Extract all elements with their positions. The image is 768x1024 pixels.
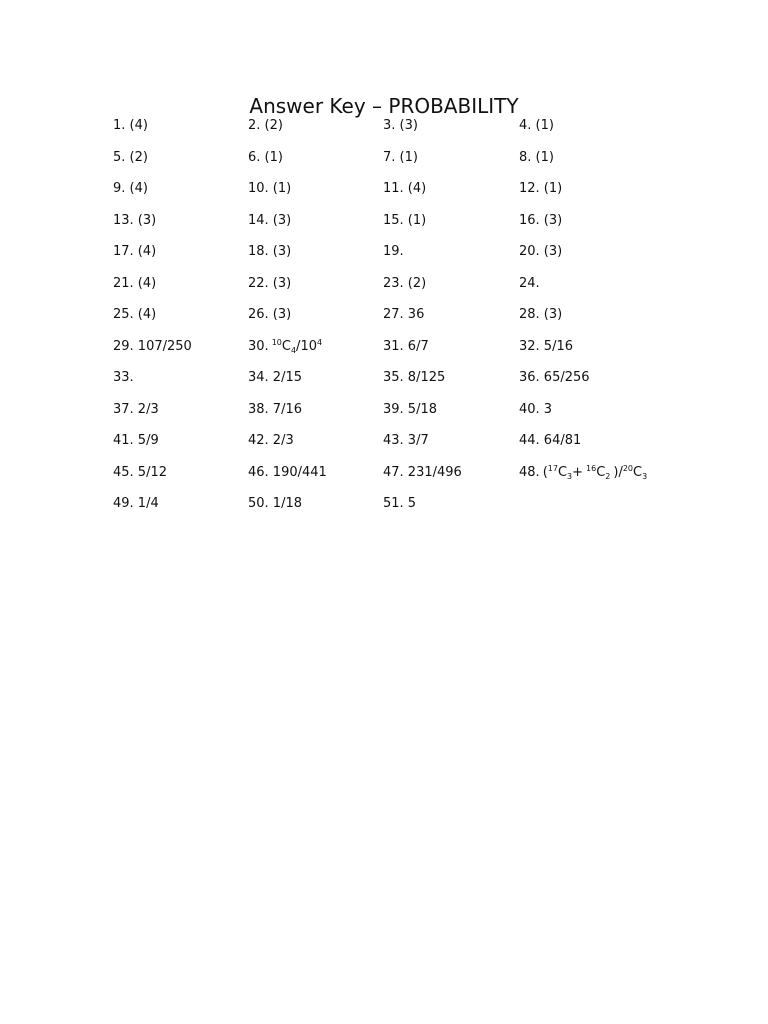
answer-8: 8. (1)	[519, 149, 554, 165]
answer-32: 32. 5/16	[519, 338, 573, 354]
answer-27: 27. 36	[383, 307, 425, 322]
answer-3: 3. (3)	[383, 118, 418, 133]
answer-48-open: (	[542, 464, 548, 480]
answer-23: 23. (2)	[383, 275, 427, 291]
answer-30	[248, 338, 383, 370]
answer-48-t1-n: 17	[547, 463, 558, 473]
answer-41: 41. 5/9	[113, 433, 159, 448]
answer-42: 42. 2/3	[248, 433, 294, 448]
answer-33: 33.	[113, 370, 134, 385]
answer-30-number: 30.	[248, 338, 269, 354]
answer-48-number: 48.	[519, 464, 540, 480]
answer-19: 19.	[383, 244, 404, 259]
answer-14: 14. (3)	[248, 212, 292, 228]
answer-17: 17. (4)	[113, 244, 157, 259]
answer-18: 18. (3)	[248, 244, 292, 259]
answer-4: 4. (1)	[519, 118, 554, 133]
answer-16: 16. (3)	[519, 212, 563, 228]
answer-grid	[113, 117, 659, 527]
answer-11: 11. (4)	[383, 181, 427, 196]
answer-46: 46. 190/441	[248, 464, 327, 480]
answer-2: 2. (2)	[248, 118, 283, 133]
answer-37: 37. 2/3	[113, 401, 159, 417]
answer-30-slash: /	[296, 338, 301, 354]
answer-30-base: 10	[300, 338, 317, 354]
answer-15: 15. (1)	[383, 212, 427, 228]
answer-30-exp: 4	[316, 337, 323, 347]
answer-30-k: 4	[290, 345, 297, 355]
answer-29: 29. 107/250	[113, 338, 192, 354]
answer-48-t2-k: 2	[605, 471, 611, 481]
answer-40: 40. 3	[519, 401, 553, 417]
answer-48-d-n: 20	[622, 463, 634, 473]
answer-5: 5. (2)	[113, 149, 148, 165]
answer-44: 44. 64/81	[519, 433, 582, 448]
answer-47: 47. 231/496	[383, 464, 462, 480]
answer-48-close: )/	[613, 464, 623, 480]
answer-7: 7. (1)	[383, 149, 418, 165]
answer-39: 39. 5/18	[383, 401, 437, 417]
answer-36: 36. 65/256	[519, 370, 590, 385]
answer-48-plus: +	[572, 464, 584, 480]
answer-10: 10. (1)	[248, 181, 292, 196]
answer-48-t2-n: 16	[586, 463, 597, 473]
answer-24: 24.	[519, 275, 540, 291]
page-title: Answer Key – PROBABILITY	[249, 94, 519, 118]
answer-22: 22. (3)	[248, 275, 292, 291]
answer-49: 49. 1/4	[113, 496, 159, 511]
answer-25: 25. (4)	[113, 307, 157, 322]
answer-48-d-k: 3	[642, 471, 648, 481]
answer-21: 21. (4)	[113, 275, 157, 291]
answer-9: 9. (4)	[113, 181, 148, 196]
answer-51: 51. 5	[383, 496, 417, 511]
answer-34: 34. 2/15	[248, 370, 302, 385]
answer-35: 35. 8/125	[383, 370, 446, 385]
answer-38: 38. 7/16	[248, 401, 302, 417]
answer-43: 43. 3/7	[383, 433, 429, 448]
answer-12: 12. (1)	[519, 181, 563, 196]
answer-6: 6. (1)	[248, 149, 283, 165]
answer-31: 31. 6/7	[383, 338, 429, 354]
answer-13: 13. (3)	[113, 212, 157, 228]
answer-20: 20. (3)	[519, 244, 563, 259]
answer-48-t1-c: C	[557, 464, 568, 480]
answer-28: 28. (3)	[519, 307, 563, 322]
answer-empty	[519, 495, 659, 527]
answer-1: 1. (4)	[113, 118, 148, 133]
answer-50: 50. 1/18	[248, 496, 302, 511]
answer-48-d-c: C	[633, 464, 643, 480]
answer-45: 45. 5/12	[113, 464, 167, 480]
answer-26: 26. (3)	[248, 307, 292, 322]
answer-30-n: 10	[271, 337, 282, 347]
answer-48-t1-k: 3	[567, 471, 573, 481]
answer-48	[519, 464, 659, 496]
answer-48-t2-c: C	[596, 464, 606, 480]
answer-30-c: C	[281, 338, 291, 354]
